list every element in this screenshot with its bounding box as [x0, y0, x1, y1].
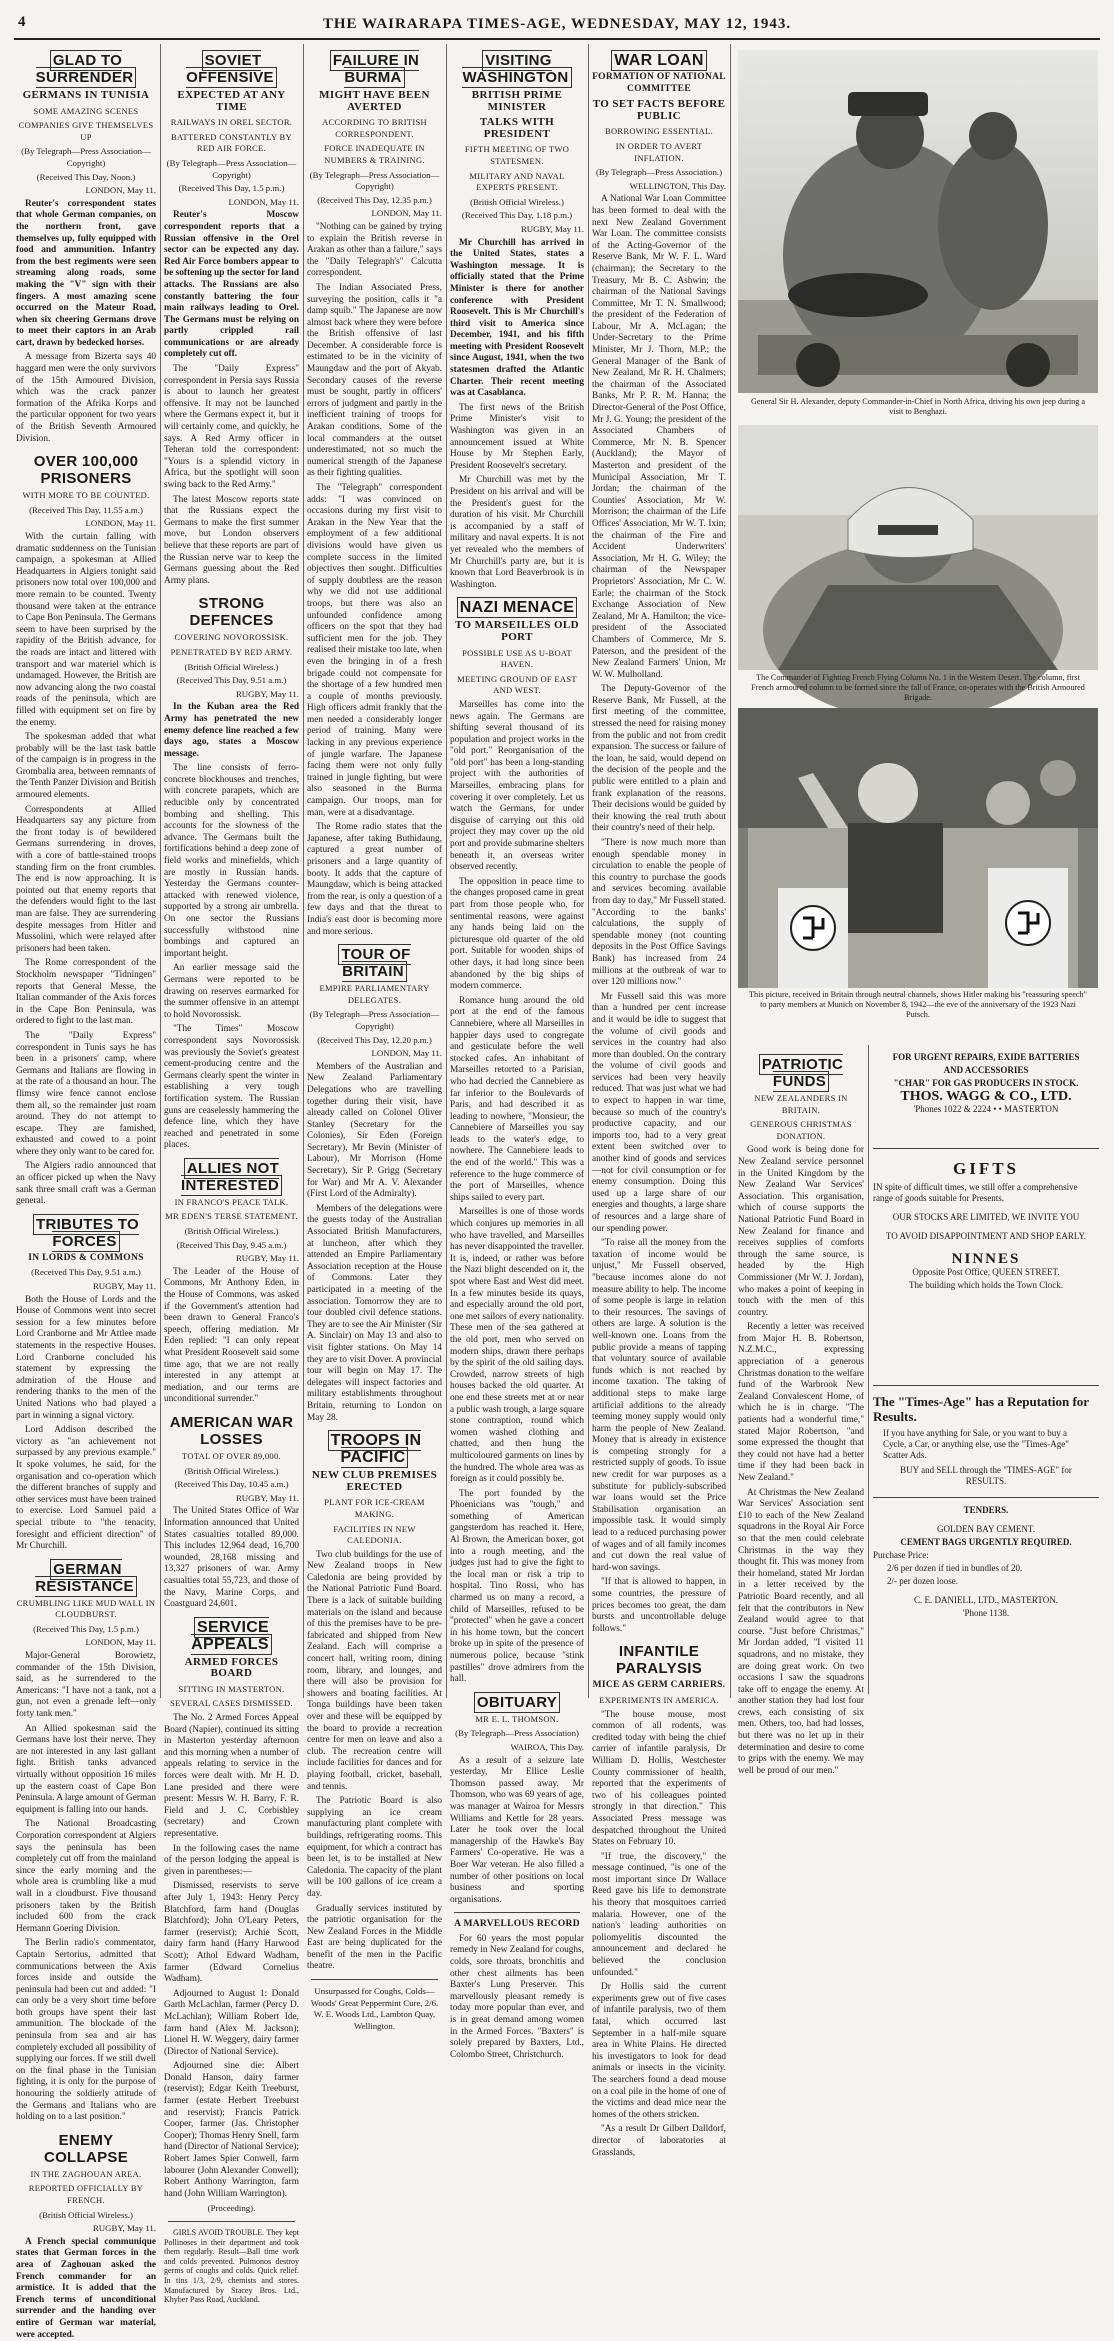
headline-troops-in-pacific: TROOPS IN PACIFIC — [307, 1432, 442, 1466]
subhead: COVERING NOVOROSSISK. — [174, 632, 289, 643]
paragraph: The opposition in peace time to the changes proposed came in great part from those people who, for sentimental reasons, were against any hands being laid on the picturesque old quarter of the old port. Suitable for wooden ships of other days, it had long since been abandoned by the big ships of modern commerce. — [450, 876, 584, 992]
paragraph: The port founded by the Phoenicians was "tough," and something of American gangsterdom has reached it. Here, Al Brown, the American boxer, got into a rough meeting, and the judges just had to give the fight to the local man or risk a trip to hospital. Tino Rossi, who has charmed us on many a record, a child of Marseilles, refused to be "protected" when he gave a concert in his home town, but the concert broke up in spite of the presence of numerous police, because "stink pastilles" drove admirers from the hall. — [450, 1488, 584, 1685]
paragraph: Lord Addison described the victory as "an achievement not surpassed by any previous example." It spoke volumes, he said, for the organisation and co-operation which the different branches of supply and other services must have been trained to exercise. Lord Samuel paid a special tribute to "the tenacity, foresight and efficient direction" of Mr Churchill. — [16, 1425, 156, 1552]
paragraph: "To raise all the money from the taxation of income would be unjust," Mr Fussell observed, "because incomes alone do not measure ability to help. The income of some people is large in relation to their resources. The savings of others are large. A solution is the well-known one. Loans from the public provide a means of tapping that voluntary source of available funds which is not reached by income taxation. The taking of additional steps to make large artificial additions to the already teeming money supply would only harm the people of New Zealand. Money that is already in existence is competing strongly for a restricted supply of goods. To issue new credit for war purposes as a substitute for publicly-subscribed war loans would set the Price Stabilisation organisation an impossible task. It would simply lead to a reduced purchasing power of wages and of all family incomes and cut down the real value of hard-won savings. — [592, 1238, 726, 1573]
ad-company-name: C. E. DANIELL, LTD., MASTERTON. — [914, 1595, 1058, 1605]
subhead: IN FRANCO'S PEACE TALK. — [174, 1196, 289, 1207]
paragraph: "The house mouse, most common of all rodents, was credited today with being the chief carrier of infantile paralysis, Dr William D. Hollis, Westchester County commissioner of health, reported that the experiments of two of his colleagues pointed strongly in that direction." This Associated Press message was despatched throughout the United States on February 10. — [592, 1709, 726, 1848]
credit-line: (British Official Wireless.) — [184, 661, 279, 672]
dateline: WAIROA, This Day. — [510, 1741, 584, 1752]
subhead: NEW CLUB PREMISES ERECTED — [311, 1469, 438, 1493]
subhead: NEW ZEALANDERS IN BRITAIN. — [754, 1093, 848, 1115]
headline-enemy-collapse: ENEMY COLLAPSE — [43, 2131, 129, 2166]
ad-heading: The "Times-Age" has a Reputation for Results. — [873, 1394, 1089, 1424]
photo-alexander-jeep — [738, 50, 1098, 393]
subhead: MIGHT HAVE BEEN AVERTED — [319, 89, 430, 113]
column-rule — [303, 44, 304, 1698]
paragraph: Dismissed, reservists to serve after July 1, 1943: Henry Percy Blatchford, farm hand (Douglas Blatchford); John O'Leary Peters, farmer (reservist); Archie Scott, dairy farm hand (Harry Harwood Scott); Athol Edward Wadham, farmer (Edward Cornelius Wadham). — [164, 1881, 299, 1985]
column-5 — [592, 44, 726, 2158]
ad-text: If you have anything for Sale, or you want to buy a Cycle, a Car, or anything else, use the "Times-Age" Scatter Ads. — [883, 1428, 1069, 1460]
advert-tenders — [873, 1503, 1099, 1698]
subhead: ARMED FORCES BOARD — [184, 1655, 279, 1680]
subhead: POSSIBLE USE AS U-BOAT HAVEN. — [462, 647, 572, 670]
ad-text: OUR STOCKS ARE LIMITED, WE INVITE YOU — [892, 1212, 1080, 1222]
ad-line: FOR URGENT REPAIRS, EXIDE BATTERIES — [892, 1052, 1080, 1062]
received-line: (Received This Day, 11.55 a.m.) — [29, 504, 143, 515]
dateline: LONDON, May 11. — [371, 1048, 442, 1059]
divider — [311, 1979, 438, 1980]
paragraph: The first news of the British Prime Minister's visit to Washington was given in an announcement issued at White House by Mr Stephen Early, President Roosevelt's secretary. — [450, 402, 584, 471]
ad-line: AND ACCESSORIES — [943, 1065, 1029, 1075]
advert-heading: A MARVELLOUS RECORD — [454, 1919, 580, 1930]
proceeding-note: (Proceeding). — [207, 2203, 256, 2214]
headline-glad-to-surrender: GLAD TO SURRENDER — [16, 52, 156, 86]
subhead: SOME AMAZING SCENES — [33, 105, 139, 116]
received-line: (Received This Day, Noon.) — [36, 171, 136, 182]
ad-text: CEMENT BAGS URGENTLY REQUIRED. — [900, 1537, 1072, 1547]
subhead: RAILWAYS IN OREL SECTOR. — [170, 117, 293, 128]
paragraph: Recently a letter was received from Major H. B. Robertson, N.Z.M.C., expressing appreciation of a generous Christmas donation to the welfare fund of the Warbrook New Zealand Convalescent Home, of which he is in charge. "The patients had a wonderful time," stated Major Robertson, "and some expressed the thought that they could not have had a better time if they had been back in New Zealand." — [738, 1322, 864, 1483]
received-line: (Received This Day, 1.5 p.m.) — [33, 1623, 139, 1634]
advert-baxters: For 60 years the most popular remedy in New Zealand for coughs, colds, sore throats, bronchitis and other chest ailments has been Baxter's Lung Preserver. This marvellously pleasant remedy is today more popular than ever, and is in great demand among women in the Armed Forces. "Baxters" is solely prepared by Baxters, Ltd., Colombo Street, Christchurch. — [450, 1933, 584, 2060]
ad-text: GOLDEN BAY CEMENT. — [937, 1524, 1035, 1534]
ad-line: "CHAR" FOR GAS PRODUCERS IN STOCK. — [893, 1078, 1079, 1088]
subhead: PLANT FOR ICE-CREAM MAKING. — [324, 1497, 425, 1519]
photo-caption: General Sir H. Alexander, deputy Commander-in-Chief in North Africa, driving his own jeep during a visit to Benghazi. — [751, 397, 1085, 416]
headline-visiting-washington: VISITING WASHINGTON — [450, 52, 584, 86]
paragraph: Mr Fussell said this was more than a hundred per cent increase and it would be idle to suggest that the volume of civil goods and services in the country had also more than doubled. On the contrary the volume of civil goods and services had been very heavily reduced. That was just what we had to expect to happen in war time, because so much of the country's productive capacity, and our imports too, had to a very great extent been switched over to another kind of goods and services—not for civil consumption or for enemy consumption. Doing this used up a large share of our energies and thoughts, a large share of resources and a large share of our spending power. — [592, 991, 726, 1234]
subhead: BORROWING ESSENTIAL. — [605, 126, 713, 137]
paragraph: "Nothing can be gained by trying to explain the British reverse in Arakan as other than a failure," says the "Daily Telegraph's" Calcutta correspondent. — [307, 221, 442, 279]
newspaper-title: THE WAIRARAPA TIMES-AGE, WEDNESDAY, MAY 12, 1943. — [322, 16, 792, 32]
ad-phone: 'Phone 1138. — [962, 1608, 1010, 1618]
paragraph: The Rome correspondent of the Stockholm newspaper "Tidningen" reports that General Messe, the Italian commander of the Axis forces in the Cape Bon Peninsula, was ordered to fight to the last man. — [16, 958, 156, 1027]
ad-text: 2/- per dozen loose. — [887, 1576, 958, 1586]
column-rule — [868, 1045, 869, 1694]
paragraph: With the curtain falling with dramatic suddenness on the Tunisian campaign, a spokesman at Allied Headquarters in Algiers tonight said prisoners now total over 100,000 and more remain to be counted. Twenty thousand were taken at the entrance to Cape Bon Peninsula. The Germans seem to have been surprised by the rapidity of the British advance, for the roads are intact and littered with transport and war materiel which is undamaged. However, the British are now advancing along the two coastal roads of the peninsula, which are filled with equipment set on fire by the enemy. — [16, 532, 156, 728]
credit-line: (By Telegraph—Press Association—Copyright) — [21, 146, 151, 168]
headline-infantile-paralysis: INFANTILE PARALYSIS — [615, 1643, 703, 1678]
received-line: (Received This Day, 1.5 p.m.) — [178, 183, 285, 194]
subhead: COMPANIES GIVE THEMSELVES UP — [18, 120, 154, 142]
headline-tributes: TRIBUTES TO FORCES — [16, 1216, 156, 1250]
paragraph: The Rome radio states that the Japanese, after taking Buthidaung, captured a great number of prisoners and a large quantity of booty. It adds that the capture of Maungdaw, which is being attacked from the rear, is only a question of a few days and that the threat to India's east door is becoming more and more serious. — [307, 822, 442, 937]
credit-line: (By Telegraph—Press Association—Copyright) — [309, 1009, 440, 1031]
paragraph: As a result of a seizure late yesterday, Mr Ellice Leslie Thomson passed away. Mr Thomson, who was 69 years of age, was manager at Wairoa for Messrs Williams and Kettle for 28 years. Later he took over the local managership of the Hawke's Bay Farmers' Co-operative. He was a Boer War veteran. He also filled a number of other positions on local business and sporting organisations. — [450, 1755, 584, 1905]
lead-paragraph: Mr Churchill has arrived in the United States, states a Washington message. It is officially stated that the Prime Minister is there for another conference with President Roosevelt. This is Mr Churchill's third visit to America since December, 1941, and his fifth meeting with President Roosevelt since August, 1941, when the two statesmen drafted the Atlantic Charter. Their recent meeting was at Casablanca. — [450, 237, 584, 399]
masthead — [0, 0, 1114, 44]
paragraph: Adjourned sine die: Albert Donald Hanson, dairy farmer (reservist); Edgar Keith Treeburst, farmer (estate Herbert Treeburst and reservist); Francis Patrick Cooper, farmer (Jas. Christopher Cooper); Thomas Henry Snell, farm hand (Director of National Service); Robert James Spier Conwell, farm labourer (John Alexander Conwell); Robert Anthony Warrington, farm hand (John William Warrington). — [164, 2061, 299, 2199]
paragraph: In the following cases the name of the person lodging the appeal is given in parentheses:— — [164, 1843, 299, 1877]
dateline: LONDON, May 11. — [85, 185, 156, 196]
subhead: FIFTH MEETING OF TWO STATESMEN. — [464, 144, 570, 166]
paragraph: The Leader of the House of Commons, Mr Anthony Eden, in the House of Commons, was asked if the Government's attention had been drawn to General Franco's speech, offering mediation. Mr Eden replied: "I can only repeat what President Roosevelt said some time ago, that we are not really interested in any attempt at mediation, and our terms are unconditional surrender." — [164, 1266, 299, 1405]
paragraph: Two club buildings for the use of New Zealand troops in New Caledonia are being provided by the National Patriotic Fund Board. There is a lack of suitable building materials on the island and because of this the premises have to be pre-fabricated and shipped from New Zealand. Each will comprise a concert hall, writing room, dining room, library, and lounges, and there will also be provision for showers and boating facilities. At Tonga buildings have been taken over and these will be equipped by the board to provide a recreation centre for men on leave and also a club. The recreation centre will include facilities for dances and for playing football, cricket, baseball, and tennis. — [307, 1549, 442, 1792]
subhead: SEVERAL CASES DISMISSED. — [170, 1698, 293, 1709]
ad-text: TO AVOID DISAPPOINTMENT AND SHOP EARLY. — [885, 1231, 1087, 1241]
paragraph: An Allied spokesman said the Germans have lost their nerve. They are not interested in any last gallant fight. British tanks advanced virtually without opposition 16 miles up the eastern coast of Cape Bon Peninsula. A large amount of German equipment is falling into our hands. — [16, 1723, 156, 1815]
credit-line: (British Official Wireless.) — [39, 2209, 133, 2220]
subhead: REPORTED OFFICIALLY BY FRENCH. — [28, 2183, 144, 2205]
received-line: (Received This Day, 10.45 a.m.) — [174, 1479, 289, 1490]
paragraph: Members of the delegations were the guests today of the Australian Associated British Manufacturers, at luncheon, after which they attended an Empire Parliamentary Association reception at the House of Commons. Later they participated in a meeting of the association. Tomorrow they are to tour doubled civil defence stations. They are to see the Air Minister (Sir A. Sinclair) on May 13 and also to visit fighter stations. On May 14 they are to visit Dover. A provincial tour will begin on May 17. The delegates will inspect factories and military establishments throughout Britain, returning to London on May 28. — [307, 1203, 442, 1423]
headline-soviet-offensive: SOVIET OFFENSIVE — [164, 52, 299, 86]
ad-text: Purchase Price: — [873, 1550, 929, 1560]
paragraph: The "Daily Express" correspondent in Tunis says he has been in a prisoners' camp, where Germans and Italians are flowing in at the rate of a thousand an hour. The flimsy wire fence cannot enclose them all, so the remainder just roam around. They do not attempt to escape. They are famished, exhausted and cowed to a point where they only want to be cared for. — [16, 1030, 156, 1157]
dateline: RUGBY, May 11. — [92, 2223, 156, 2234]
paragraph: "The Times" Moscow correspondent says Novorossisk was previously the Soviet's greatest cement-producing centre and the Germans clearly spent the winter in establishing a very tough fortification system. The Russian guns are ceaselessly hammering the defence line, which they have reached and penetrated in some places. — [164, 1024, 299, 1151]
ad-text: 2/6 per dozen if tied in bundles of 20. — [887, 1563, 1023, 1573]
paragraph: The "Daily Express" correspondent in Persia says Russia is about to launch her greatest offensive. It may not be launched where the Germans expect it, but it will certainly come, and quickly, he says. A Red Army officer in Teheran told the correspondent: "Yours is a splendid victory in Africa, but the spotlight will soon swing back to the Red Army." — [164, 364, 299, 490]
column-rule — [160, 44, 161, 1698]
credit-line: (By Telegraph—Press Association) — [455, 1728, 579, 1739]
paragraph: The latest Moscow reports state that the Russians expect the Germans to make the first summer move, but London observers believe that these reports are part of the Russian nerve war to keep the Germans guessing about the Red Army plans. — [164, 494, 299, 586]
headline-war-loan: WAR LOAN — [592, 52, 726, 69]
headline-failure-in-burma: FAILURE IN BURMA — [307, 52, 442, 86]
ad-heading: GIFTS — [952, 1159, 1020, 1178]
headline-tour-of-britain: TOUR OF BRITAIN — [307, 946, 442, 980]
paragraph: Mr Churchill was met by the President on his arrival and will be the President's guest for the duration of his visit. Mr Churchill is accompanied by a staff of military and naval experts. It is not yet revealed who the members of Mr Churchill's party are, but it is known that Lord Beaverbrook is in Washington. — [450, 475, 584, 590]
column-rule — [730, 44, 731, 1698]
subhead: TO SET FACTS BEFORE PUBLIC — [592, 98, 726, 122]
advert-ninnes-gifts — [873, 1155, 1099, 1386]
patriotic-funds-article — [738, 1048, 864, 1776]
received-line: (Received This Day, 9.51 a.m.) — [176, 675, 287, 686]
received-line: (Received This Day, 9.51 a.m.) — [31, 1267, 141, 1278]
subhead: MEETING GROUND OF EAST AND WEST. — [457, 673, 577, 696]
credit-line: (By Telegraph—Press Association.) — [595, 167, 723, 178]
advert-pulmonos: GIRLS AVOID TROUBLE. They kept Pollinoses in their department and took them regularly. Result—Ball time work and colds prevented. Pulmonos destroy germs of coughs and colds. Quick relief. In tins 1/3, 2/9, chemists and stores. Manufactured by Stacey Bros. Ltd., Khyber Pass Road, Auckland. — [164, 2228, 299, 2305]
paragraph: The United States Office of War Information announced that United States casualties totalled 89,000. This includes 12,964 dead, 16,700 wounded, 28,168 missing and 13,327 prisoners of war. Army casualties total 55,723, and those of the Navy, Marine Corps, and Coastguard 24,601. — [164, 1506, 299, 1610]
photo-caption: The Commander of Fighting French Flying Column No. 1 in the Western Desert. The column, first French armoured column to be formed since the fall of France, co-operates with the British Armoured Brigade. — [751, 673, 1085, 702]
column-3 — [307, 44, 442, 2031]
advert-thos-wagg — [873, 1050, 1099, 1149]
paragraph: The National Broadcasting Corporation correspondent at Algiers says the peninsula has been completely cut off from the mainland since the early morning and the whole area is crumbling like a mud wall in a cloudburst. Five thousand prisoners taken by the British included 600 from the crack Hermann Goering Division. — [16, 1819, 156, 1934]
subhead: MILITARY AND NAVAL EXPERTS PRESENT. — [469, 170, 565, 193]
dateline: RUGBY, May 11. — [92, 1281, 156, 1292]
received-line: (Received This Day, 12.20 p.m.) — [317, 1034, 432, 1045]
advert-times-age — [873, 1392, 1099, 1498]
column-4 — [450, 44, 584, 2060]
dateline: WELLINGTON, This Day. — [629, 180, 726, 191]
dateline: RUGBY, May 11. — [235, 1253, 299, 1264]
subhead: MICE AS GERM CARRIERS. — [592, 1680, 726, 1691]
received-line: (Received This Day, 12.35 p.m.) — [317, 194, 432, 205]
masthead-rule — [14, 38, 1100, 40]
paragraph: Dr Hollis said the current experiments grew out of five cases of infantile paralysis, two of them fatal, which occurred last September in a half-mile square area in White Plains. He directed his investigators to look for dead animals or insects in the vicinity. The searchers found a dead mouse on a coal pile in the home of one of the victims and dead mice near the homes of the others stricken. — [592, 1982, 726, 2120]
column-rule — [446, 44, 447, 1698]
ad-text: BUY and SELL through the "TIMES-AGE" for RESULTS. — [900, 1465, 1072, 1486]
column-1 — [16, 44, 156, 2340]
ad-company-name: THOS. WAGG & CO., LTD. — [900, 1089, 1072, 1104]
credit-line: (British Official Wireless.) — [470, 196, 564, 207]
subhead: WITH MORE TO BE COUNTED. — [22, 490, 150, 501]
credit-line: (By Telegraph—Press Association—Copyright) — [309, 169, 440, 192]
paragraph: Marseilles is one of those words which conjures up memories in all who have travelled, and Marseilles has never disappointed the traveller. It is, indeed, or rather was before the Nazi blight descended on it, the spot where East and West did meet. In a few minutes beside its quays, and especially around the old port, one met sailors of every nationality. These men of the sea gathered at the old port, men who served on modern ships, drawn there perhaps by the spirit of the old sailing days. Crowded, narrow streets of high houses backed the old quarter. At one end these streets met at or near a public wash trough, a large square stone contraption, round which women washed clothing and chatted, and then hung the multicoloured garments on lines by the hundred. The whole area was as foreign as it could possibly be. — [450, 1207, 584, 1485]
subhead: MR EDEN'S TERSE STATEMENT. — [165, 1211, 298, 1222]
lead-paragraph: In the Kuban area the Red Army has penetrated the new enemy defence line reached a few days ago, states a Moscow message. — [164, 702, 299, 759]
subhead: MR E. L. THOMSON. — [475, 1713, 559, 1724]
subhead: BRITISH PRIME MINISTER — [471, 89, 563, 113]
paragraph: An earlier message said the Germans were reported to be drawing on reserves earmarked for the summer offensive in an attempt to hold Novorossisk. — [164, 963, 299, 1020]
paragraph: Adjourned to August 1: Donald Garth McLachlan, farmer (Percy D. McLachlan); William Robert Ide, farm hand (Alex M. Jackson); Lionel H. W. Weggery, dairy farmer (Director of National Service). — [164, 1988, 299, 2057]
paragraph: A message from Bizerta says 40 haggard men were the only survivors of the 15th Armoured Division, which was the crack panzer formation of the Afrika Korps and the particular opponent for two years of the British Seventh Armoured Division. — [16, 352, 156, 444]
divider — [168, 2221, 295, 2222]
column-rule — [588, 44, 589, 1698]
dateline: RUGBY, May 11. — [235, 688, 299, 699]
ad-company-name: NINNES — [951, 1251, 1021, 1267]
subhead: BATTERED CONSTANTLY BY RED AIR FORCE. — [171, 131, 292, 154]
credit-line: (By Telegraph—Press Association—Copyright) — [166, 157, 297, 180]
lead-paragraph: Reuter's Moscow correspondent reports that a Russian offensive in the Orel sector can be expected any day. Red Air Force bombers appear to be softening up the sector for land attacks. The Russians are also constantly battering the four main railways leading to Orel. The Germans must be relying on partly crippled rail communications or are already completely cut off. — [164, 210, 299, 360]
paragraph: Romance hung around the old port at the end of the famous Cannebiere, where all Marseilles in happier days used to congregate and gesticulate before the well stocked cafes. An inhabitant of Marseilles retorted to a Parisian, who had decried the Cannebiere as far inferior to the Boulevards of Paris, and had described it as leading to nowhere, "Monsieur, the Cannebiere of Marseilles you say leads to the water's edge, to nowhere. The Cannebiere leads to the end of the world." This was a reference to the huge commerce of the port of Marseilles, whence ships sailed to every part. — [450, 995, 584, 1203]
page-number: 4 — [18, 14, 26, 30]
paragraph: Marseilles has come into the news again. The Germans are shifting several thousand of its population and project works in the "old port." Reorganisation of the "old port" has been a long-standing project with the authorities of Marseilles, embracing plans for covering it over completely. Let us watch the Germans, for under disguise of carrying out this old project they may cover up the old port and provide submarine shelters beneath it, an overseas writer observed recently. — [450, 699, 584, 873]
subhead: PENETRATED BY RED ARMY. — [170, 646, 293, 657]
paragraph: Major-General Borowietz, commander of the 15th Division, said, as he surrendered to the Americans: "I have not a tank, not a gun, not even a grenade left—only forty tank men." — [16, 1651, 156, 1720]
column-2 — [164, 44, 299, 2305]
paragraph: The Indian Associated Press, surveying the position, calls it "a damp squib." The Japanese are now almost back where they were before the British offensive of last December. A considerable force is estimated to be in the vicinity of Maungdaw and the port of Akyab. Secondary causes of the reverse must be sought, partly in officers' errors of judgment and partly in the inefficient training of troops for Arakan conditions. Some of the local commanders at the outset underestimated, not so much the numerical strength of the Japanese as their fighting qualities. — [307, 282, 442, 479]
headline-german-resistance: GERMAN RESISTANCE — [16, 1561, 156, 1595]
subhead: IN ORDER TO AVERT INFLATION. — [615, 140, 703, 163]
dateline: LONDON, May 11. — [85, 518, 156, 529]
subhead: TO MARSEILLES OLD PORT — [455, 619, 579, 643]
paragraph: The Berlin radio's commentator, Captain Sertorius, admitted that communications between the Axis forces inside and outside the peninsula had been cut and added: "I can only be a very short time before both groups have spent their last ammunition. The blockade of the peninsula from sea and air has completely excluded all possibility of supplying our forces. If we still dwell on the final phase in the Tunisian fighting, it is only for the purpose of honouring the soldierly attitude of the Germans and Italians who are holding on to a last position." — [16, 1938, 156, 2123]
ad-text: IN spite of difficult times, we still offer a comprehensive range of goods suitable for Presents. — [873, 1182, 1078, 1203]
headline-prisoners: OVER 100,000 PRISONERS — [33, 453, 139, 488]
photo-hitler-speech — [738, 708, 1098, 988]
paragraph: The spokesman added that what probably will be the last task battle of the campaign is in progress in the Grombalia area, between remnants of the Tenth Panzer Division and British armoured elements. — [16, 732, 156, 801]
dateline: LONDON, May 11. — [85, 1637, 156, 1648]
paragraph: "If true, the discovery," the message continued, "is one of the most important since Dr Wallace Reed gave his life to demonstrate his theory that mosquitoes carried malaria. However, one of the nation's leading authorities on poliomyelitis discounted the announcement and declared he believed the conclusion unfounded." — [592, 1851, 726, 1978]
received-line: (Received This Day, 9.45 a.m.) — [176, 1239, 287, 1250]
paragraph: A French special communique states that German forces in the area of Zaghouan asked the French commander for an armistice. It is added that the French terms of unconditional surrender and the handing over entire of German war material, were accepted. — [16, 2236, 156, 2340]
subhead: EXPECTED AT ANY TIME — [177, 89, 286, 113]
subhead: TOTAL OF OVER 89,000. — [182, 1450, 281, 1461]
paragraph: Members of the Australian and New Zealand Parliamentary Delegations who are travelling together during their visit, have already called on Colonel Oliver Stanley (Secretary for the Colonies), Sir Eden (Foreign Secretary), Mr Bevin (Minister of Labour), Mr Morrison (Home Secretary), Sir P. Grigg (Secretary for War) and Mr A. V. Alexander (First Lord of the Admiralty). — [307, 1061, 442, 1200]
subhead: GERMANS IN TUNISIA — [22, 89, 150, 101]
ad-heading: TENDERS. — [963, 1505, 1009, 1515]
paragraph: "If that is allowed to happen, in some countries, the pressure of prices becomes too great, the dam bursts and uncontrollable deluge follows." — [592, 1577, 726, 1634]
subhead: FORMATION OF NATIONAL COMMITTEE — [592, 72, 726, 94]
paragraph: A National War Loan Committee has been formed to deal with the next New Zealand Government War Loan. The committee consists of the Acting-Governor of the Reserve Bank, Mr W. F. L. Ward (chairman); the Secretary to the Treasury, Mr B. C. Ashwin; the chairman of the National Savings Committee, Mr T. N. Smallwood; the president of the Federation of Labour, Mr A. McLagan; the Under-Secretary to the Prime Minister, Mr J. Thorn, M.P.; the General Manager of the Bank of New Zealand, Mr R. H. Chalmers; the chairman of the Associated Banks, Mr P. R. M. Hanna; the Director-General of the Post Office, Mr J. G. Young; the president of the Associated Chambers of Commerce, Mr N. B. Spencer (Auckland); the Mayor of Masterton and president of the Municipal Association, Mr T. Jordan; the chairman of the Counties' Association, Mr W. Morrison; the chairman of the Life Offices' Association, Mr W. T. Ixin; the chairman of the Fire and Accident Underwriters' Association, Mr H. G. Wiley; the chairman of the Newspaper Proprietors' Association, Mr C. W. Earle; the chairman of the Stock Exchange Association of New Zealand, Mr A. Hamilton; the vice-president of the Associated Chambers of Commerce, Mr S. Paterson, and the president of the New Zealand Farmers' Union, Mr W. W. Mulholland. — [592, 194, 726, 680]
credit-line: (British Official Wireless.) — [184, 1226, 279, 1237]
credit-line: (British Official Wireless.) — [184, 1465, 279, 1476]
headline-service-appeals: SERVICE APPEALS — [164, 1619, 299, 1653]
headline-american-war-losses: AMERICAN WAR LOSSES — [169, 1413, 294, 1448]
subhead: EXPERIMENTS IN AMERICA. — [599, 1694, 719, 1705]
divider — [454, 1912, 580, 1913]
paragraph: "As a result Dr Gilbert Dalldorf, director of laboratories at Grasslands, — [592, 2124, 726, 2158]
subhead: IN LORDS & COMMONS — [28, 1252, 144, 1263]
paragraph: Gradually services instituted by the patriotic organisation for the New Zealand Forces in the Middle East are being duplicated for the benefit of the men in the Pacific theatre. — [307, 1903, 442, 1972]
dateline: RUGBY, May 11. — [235, 1492, 299, 1503]
headline-allies-not-interested: ALLIES NOT INTERESTED — [164, 1160, 299, 1194]
paragraph: Both the House of Lords and the House of Commons went into secret session for a few minutes before Lord Cranborne and Mr Attlee made statements in the respective Houses. Lord Cranborne concluded his statement by expressing the admiration of the House and rendering thanks to the men of the United Nations who had played a part in winning a signal victory. — [16, 1294, 156, 1421]
advert-woods-peppermint-cure: Unsurpassed for Coughs, Colds— Woods' Great Peppermint Cure, 2/6. W. E. Woods Ltd., Lambton Quay, Wellington. — [310, 1986, 439, 2031]
subhead: IN THE ZAGHOUAN AREA. — [30, 2168, 142, 2179]
photo-caption: This picture, received in Britain through neutral channels, shows Hitler making his "reassuring speech" to party members at Munich on November 8, 1942—the eve of the anniversary of the 1923 Nazi Putsch. — [749, 990, 1087, 1019]
paragraph: The line consists of ferro-concrete blockhouses and trenches, with concrete parapets, which are reducible only by concentrated bombing and shelling. This accounts for the slowness of the advance. The Germans built the fortifications behind a deep zone of field works and minefields, which are mostly in Russian hands. Yesterday the Germans counter-attacked with renewed violence, supported by a strong air umbrella. On one sector the Russians successfully withstood nine bombings and captured an important height. — [164, 763, 299, 959]
paragraph: At Christmas the New Zealand War Services' Association sent £10 to each of the New Zealand squadrons in the Royal Air Force so that the men could celebrate Christmas in the way they thought fit. This was money from their homeland, stated Mr Jordan in a letter received by the Patriotic Board recently, and all felt that the contributors in New Zealand would agree to that course. "Just before Christmas," Mr Jordan added, "I visited 11 squadrons, and no mistake, they are doing great work. On two occasions I saw the squadrons take off to engage the enemy. At another station they had lost four crews, each consisting of six men. Others, too, had had losses, but there was no let up in their determination and desire to come to grips with the enemy. We may well be proud of our men." — [738, 1487, 864, 1776]
paragraph: "There is now much more than enough spendable money in circulation to enable the people of this country to purchase the goods and services becoming available from day to day," Mr Fussell stated. "According to the banks' calculations, the supply of spendable money (not counting deposits in the Post Office Savings Bank) has increased from 24 millions at the outbreak of war to over 120 millions now." — [592, 838, 726, 988]
photo-french-commander — [738, 425, 1098, 670]
paragraph: The No. 2 Armed Forces Appeal Board (Napier), continued its sitting in Masterton yesterday afternoon and this morning when a number of appeals relating to service in the forces were dealt with. Mr H. D. Lane presided and there were present: Messrs W. H. Barry, F. R. Field and J. C. Corbishley (secretary) and Crown representative. — [164, 1713, 299, 1839]
dateline: LONDON, May 11. — [228, 196, 299, 207]
paragraph: Correspondents at Allied Headquarters say any picture from the front today is of bewildered Germans surrendering in droves, with a core of battle-stained troops standing firm on the front crumbles. The end is now approaching. It is pointed out that enemy reports that the defenders would fight to the last man are false. They are surrendering despite messages from Hitler and Mussolini, which were relayed after prisoners had been taken. — [16, 804, 156, 954]
subhead: FORCE INADEQUATE IN NUMBERS & TRAINING. — [324, 143, 425, 165]
subhead: GENEROUS CHRISTMAS DONATION. — [750, 1119, 852, 1141]
subhead: TALKS WITH PRESIDENT — [479, 116, 555, 140]
paragraph: The Patriotic Board is also supplying an ice cream manufacturing plant complete with buildings, refrigerating rooms. This equipment, for which a contract has been let, is to be installed at New Caledonia. The capacity of the plant will be 100 gallons of ice cream a day. — [307, 1796, 442, 1899]
headline-nazi-menace: NAZI MENACE — [450, 599, 584, 616]
subhead: EMPIRE PARLIAMENTARY DELEGATES. — [319, 983, 430, 1005]
headline-patriotic-funds: PATRIOTIC FUNDS — [738, 1056, 864, 1090]
ad-address: The building which holds the Town Clock. — [909, 1280, 1063, 1290]
ad-address: Opposite Post Office, QUEEN STREET. — [912, 1267, 1060, 1277]
headline-strong-defences: STRONG DEFENCES — [189, 595, 274, 630]
headline-obituary: OBITUARY — [450, 1694, 584, 1711]
subhead: ACCORDING TO BRITISH CORRESPONDENT. — [322, 117, 427, 139]
paragraph: Good work is being done for New Zealand service personnel in the United Kingdom by the New Zealand War Services' Association. This organisation, which of course supports the National Patriotic Fund Board in New Zealand for finance and receives supplies of comforts through the same source, is headed by the High Commissioner (Mr W. J. Jordan), who makes a point of keeping in touch with the men of this country. — [738, 1145, 864, 1318]
subhead: CRUMBLING LIKE MUD WALL IN CLOUDBURST. — [16, 1597, 156, 1620]
paragraph: The Algiers radio announced that an officer picked up when the Navy sank three small craft was a German general. — [16, 1161, 156, 1207]
subhead: FACILITIES IN NEW CALEDONIA. — [333, 1523, 416, 1546]
ad-phone: 'Phones 1022 & 2224 • • MASTERTON — [913, 1104, 1059, 1114]
dateline: RUGBY, May 11. — [520, 223, 584, 234]
paragraph: The "Telegraph" correspondent adds: "I was convinced on occasions during my first visit to Arakan in the New Year that the employment of a few additional divisions would have given us complete success in the limited objectives then sought. Difficulties of supply doubtless are the reason why we did not use additional troops, but there was also an unfounded confidence among officers on the spot that they had sufficient men for the job. They realised their mistake too late, when even the bringing in of a fresh brigade could not compensate for the shortage of a few hundred men a couple of months previously. High officers admit frankly that the men needed a considerably longer period of training. Many were lacking in any previous experience of jungle warfare. The Japanese facing them were not only fully trained in jungle fighting, but were also seasoned in the Burma campaign. Our troops, man for man, were at a disadvantage. — [307, 483, 442, 818]
subhead: SITTING IN MASTERTON. — [178, 1683, 285, 1694]
lead-paragraph: Reuter's correspondent states that whole German companies, on the northern front, gave themselves up, fully equipped with food and ammunition. Infantry from the best regiments were seen streaming along roads, some making the "V" sign with their fingers. A most amazing scene occurred on the Mateur Road, when six cheering Germans drove to meet their captors in an Arab cart, drawn by bedecked horses. — [16, 198, 156, 348]
dateline: LONDON, May 11. — [371, 208, 442, 219]
received-line: (Received This Day, 1.18 p.m.) — [461, 210, 573, 221]
paragraph: The Deputy-Governor of the Reserve Bank, Mr Fussell, at the first meeting of the committee, stressed the need for raising money from the public and not from credit expansion. The success or failure of the loan, he said, would depend on the decision of the people and the public were entitled to a plain and frank explanation of the reasons. Their decisions would be guided by their knowing the real truth about their country's need of their help. — [592, 684, 726, 834]
